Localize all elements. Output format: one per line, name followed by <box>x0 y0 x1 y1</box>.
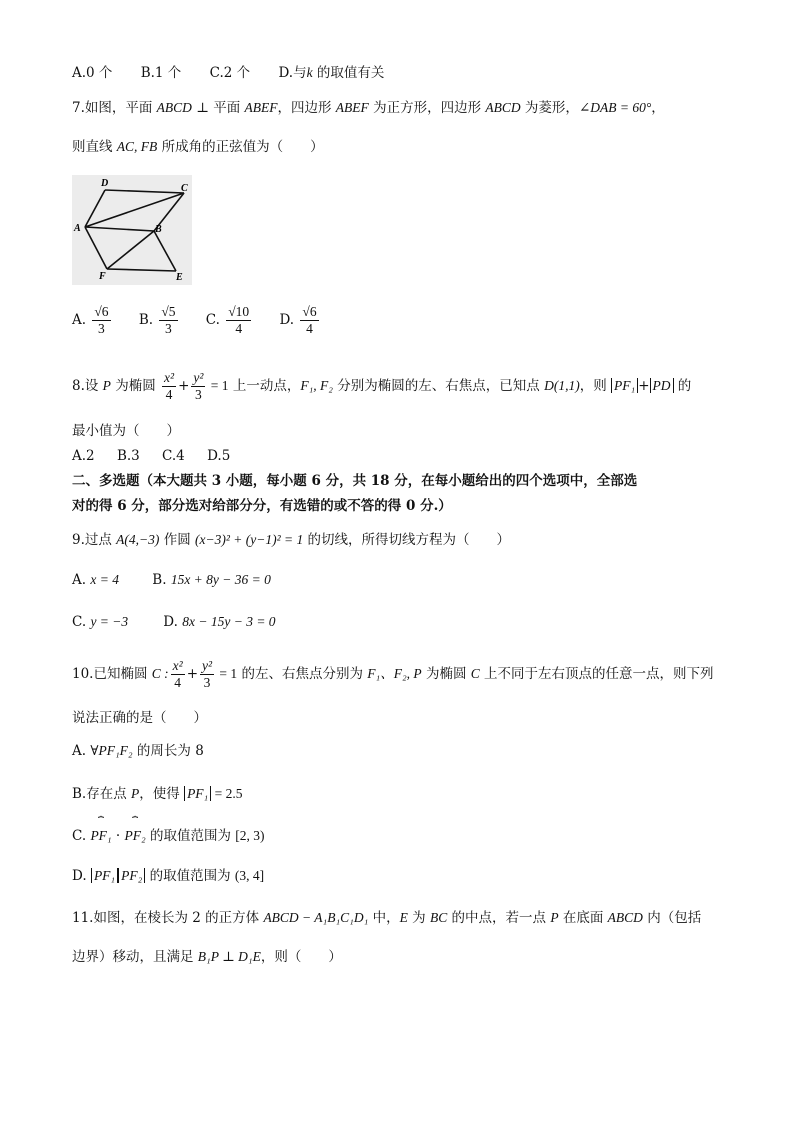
q6-options-line <box>72 63 384 83</box>
q9-option-a: A. x = 4 <box>72 572 119 588</box>
q11-stem-line2: 边界）移动，且满足 B₁P ⊥ D₁E，则（ ） <box>72 949 342 965</box>
fig-label-e: E <box>176 272 183 283</box>
q10-stem-line2: 说法正确的是（ ） <box>72 710 207 726</box>
q8-option-d: D.5 <box>207 448 231 464</box>
fig-label-b: B <box>155 224 162 235</box>
q10-option-d: D. PF₁ PF₂ 的取值范围为 (3, 4] <box>72 868 265 884</box>
q9-stem: 9.过点 A(4,−3) 作圆 (x−3)² + (y−1)² = 1 的切线，所得切线方程为（ ） <box>72 532 511 548</box>
q9-options-row1 <box>72 570 271 590</box>
fig-label-d: D <box>101 178 109 189</box>
q7-figure <box>72 175 192 285</box>
rhombus-square-diagram <box>72 175 192 285</box>
q9-options-row2 <box>72 612 276 632</box>
q8-stem-line1: 8.设 P 为椭圆 $\frac{\text{x²}}{4}$ + $\frac{\text{y²}}{3}$ = 1 上一动点，F₁, F₂ 分别为椭圆的左、右焦点，已知点 D(1,1)，则 PF₁ + PD 的 <box>72 370 692 402</box>
q11-stem-line1: 11.如图，在棱长为 2 的正方体 ABCD − A₁B₁C₁D₁ 中，E 为 BC 的中点，若一点 P 在底面 ABCD 内（包括 <box>72 910 702 926</box>
q9-option-b: B. 15x + 8y − 36 = 0 <box>152 572 271 588</box>
section-multiple-choice-heading-line2: 对的得 6 分，部分选对给部分分，有选错的或不答的得 0 分.） <box>72 498 452 514</box>
q7-stem-line1: 7.如图，平面 ABCD ⊥ 平面 ABEF，四边形 ABEF 为正方形，四边形 ABCD 为菱形，∠DAB = 60°， <box>72 100 665 116</box>
fig-label-c: C <box>181 183 188 194</box>
q8-stem-line2: 最小值为（ ） <box>72 423 180 439</box>
q9-option-d: D. 8x − 15y − 3 = 0 <box>163 614 276 630</box>
q6-option-c: C.2 个 <box>209 65 251 81</box>
q7-option-c: C. $\frac{√10}{4}$ <box>205 304 250 336</box>
q10-option-c: C. ⏞ PF₁ · ⏞ PF₂ 的取值范围为 [2, 3) <box>72 826 265 846</box>
q8-options <box>72 446 230 466</box>
q7-stem-line2: 则直线 AC, FB 所成角的正弦值为（ ） <box>72 139 324 155</box>
q8-option-c: C.4 <box>162 448 185 464</box>
q8-option-a: A.2 <box>72 448 95 464</box>
q6-option-b: B.1 个 <box>140 65 182 81</box>
q6-option-a: A.0 个 <box>72 65 113 81</box>
fig-label-f: F <box>99 271 106 282</box>
q10-option-a: A. ∀PF₁F₂ 的周长为 8 <box>72 743 204 759</box>
q7-option-d: D. $\frac{√6}{4}$ <box>279 304 317 336</box>
q7-options <box>72 304 321 337</box>
q7-option-a: A. $\frac{√6}{3}$ <box>72 304 109 336</box>
q6-option-d: D.与k 的取值有关 <box>278 65 385 81</box>
q10-option-b: B.存在点 P，使得 PF₁ = 2.5 <box>72 786 243 802</box>
section-multiple-choice-heading-line1: 二、多选题（本大题共 3 小题，每小题 6 分，共 18 分，在每小题给出的四个选项中，全部选 <box>72 473 638 489</box>
fig-label-a: A <box>74 223 81 234</box>
q8-option-b: B.3 <box>116 448 140 464</box>
q10-stem-line1: 10.已知椭圆 C : $\frac{\text{x²}}{4}$ + $\frac{\text{y²}}{3}$ = 1 的左、右焦点分别为 F₁、F₂, P 为椭圆 C 上不同于左右顶点的任意一点，则下列 <box>72 658 714 690</box>
q7-option-b: B. $\frac{√5}{3}$ <box>138 304 176 336</box>
q9-option-c: C. y = −3 <box>72 614 129 630</box>
